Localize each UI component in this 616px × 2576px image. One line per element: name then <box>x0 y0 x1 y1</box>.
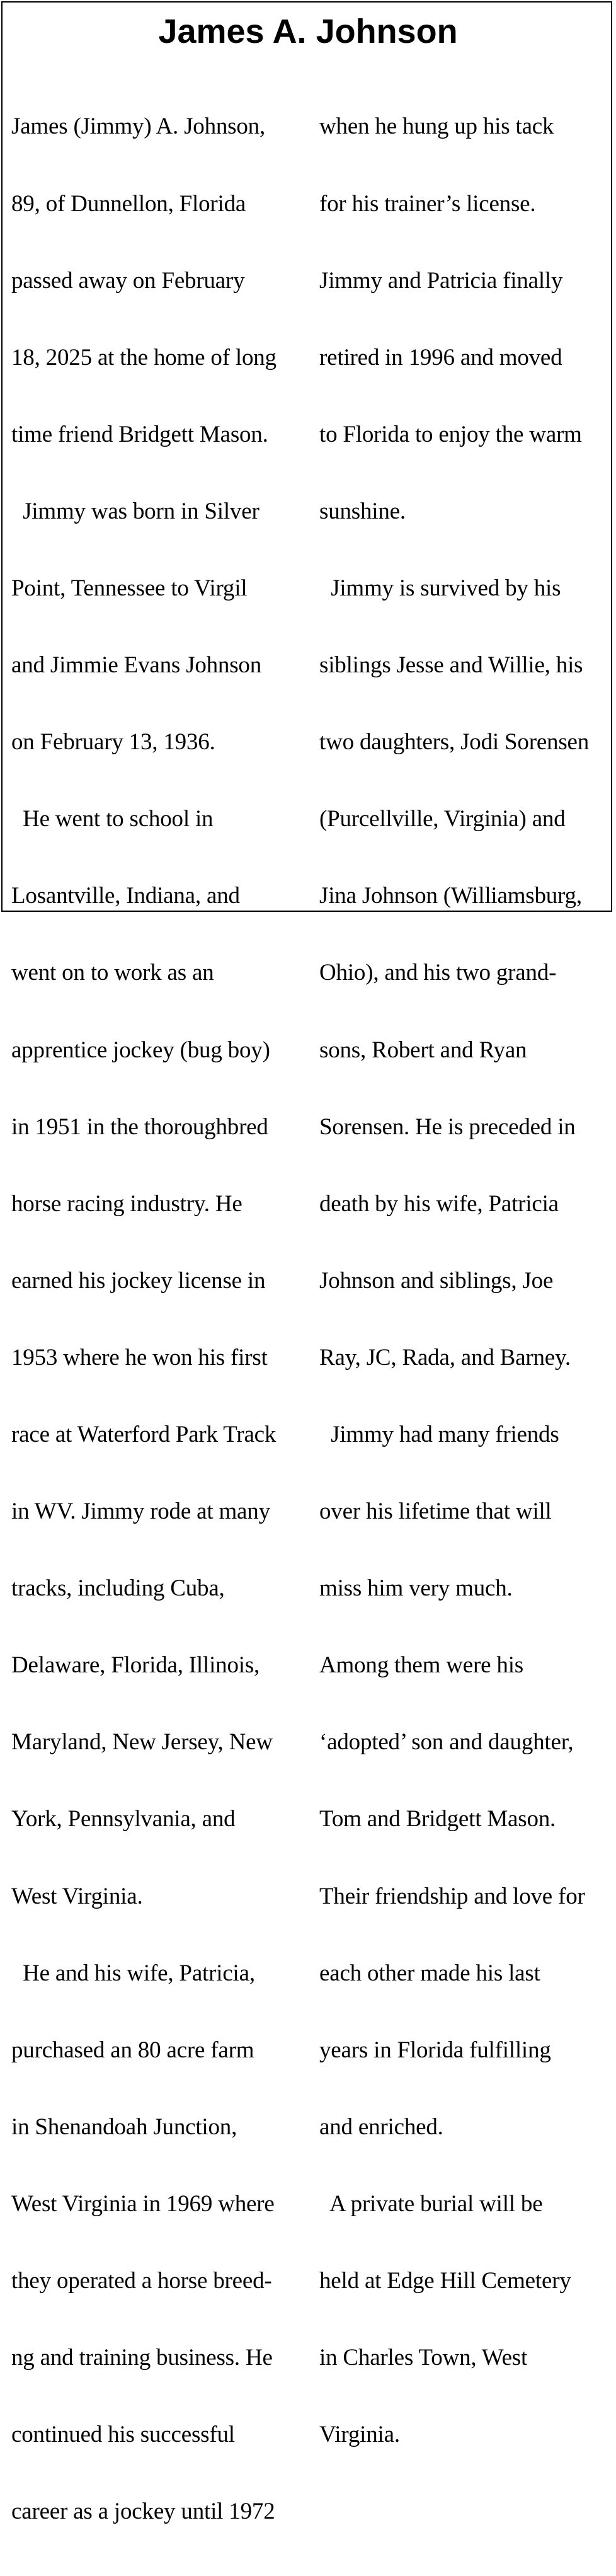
text-line: in 1951 in the thoroughbred <box>11 1113 268 1140</box>
text-line: Jimmy is survived by his <box>319 575 561 601</box>
text-line: death by his wife, Patricia <box>319 1190 559 1217</box>
text-line: siblings Jesse and Willie, his <box>319 652 583 679</box>
text-line: Jimmy had many friends <box>319 1422 559 1447</box>
text-line: years in Florida fulfilling <box>319 2037 551 2063</box>
text-line: purchased an 80 acre farm <box>11 2037 254 2063</box>
text-line: Johnson and siblings, Joe <box>319 1267 554 1294</box>
text-line: A private burial will be <box>319 2190 543 2217</box>
text-line: West Virginia. <box>11 1883 143 1909</box>
obituary-title: James A. Johnson <box>158 13 458 50</box>
text-line: West Virginia in 1969 where <box>11 2190 275 2217</box>
text-line: ng and training business. He <box>11 2345 273 2371</box>
text-line: when he hung up his tack <box>319 113 554 140</box>
text-line: 18, 2025 at the home of long <box>11 344 277 371</box>
text-line: He went to school in <box>11 806 214 832</box>
text-line: (Purcellville, Virginia) and <box>319 806 566 832</box>
text-line: Among them were his <box>319 1652 523 1679</box>
text-line: Delaware, Florida, Illinois, <box>11 1652 260 1679</box>
text-line: Sorensen. He is preceded in <box>319 1113 576 1140</box>
text-line: Jina Johnson (Williamsburg, <box>319 883 582 909</box>
text-line: two daughters, Jodi Sorensen <box>319 729 590 756</box>
text-line: sons, Robert and Ryan <box>319 1037 527 1063</box>
text-line: and Jimmie Evans Johnson <box>11 652 262 679</box>
text-line: to Florida to enjoy the warm <box>319 421 582 447</box>
text-line: apprentice jockey (bug boy) <box>11 1037 270 1063</box>
text-line: went on to work as an <box>11 960 214 986</box>
text-line: horse racing industry. He <box>11 1190 242 1217</box>
text-line: He and his wife, Patricia, <box>11 1960 255 1986</box>
text-line: Point, Tennessee to Virgil <box>11 575 248 601</box>
text-line: each other made his last <box>319 1960 540 1986</box>
text-line: they operated a horse breed- <box>11 2268 272 2294</box>
text-line: miss him very much. <box>319 1575 513 1602</box>
text-line: for his trainer’s license. <box>319 190 536 217</box>
text-line: 1953 where he won his first <box>11 1344 268 1371</box>
text-line: ‘adopted’ son and daughter, <box>319 1729 574 1756</box>
text-line: passed away on February <box>11 267 245 294</box>
text-line: career as a jockey until 1972 <box>11 2498 275 2525</box>
text-line: Tom and Bridgett Mason. <box>319 1806 556 1832</box>
text-line: in Charles Town, West <box>319 2345 528 2371</box>
text-line: 89, of Dunnellon, Florida <box>11 190 246 217</box>
text-line: Ray, JC, Rada, and Barney. <box>319 1344 571 1371</box>
text-line: retired in 1996 and moved <box>319 344 562 371</box>
text-line: in Shenandoah Junction, <box>11 2113 237 2140</box>
text-line: held at Edge Hill Cemetery <box>319 2268 571 2294</box>
text-line: James (Jimmy) A. Johnson, <box>11 113 266 140</box>
text-line: and enriched. <box>319 2113 443 2140</box>
text-line: Their friendship and love for <box>319 1883 585 1909</box>
text-line: Jimmy was born in Silver <box>11 498 260 524</box>
text-line: tracks, including Cuba, <box>11 1575 225 1602</box>
obituary-frame <box>1 1 612 2525</box>
text-line: in WV. Jimmy rode at many <box>11 1498 270 1525</box>
text-line: Jimmy and Patricia finally <box>319 267 563 294</box>
text-line: race at Waterford Park Track <box>11 1422 277 1447</box>
text-line: time friend Bridgett Mason. <box>11 421 268 447</box>
left-column <box>11 63 277 2576</box>
right-column <box>319 63 589 2499</box>
text-line: on February 13, 1936. <box>11 729 215 756</box>
text-line: Ohio), and his two grand- <box>319 960 557 986</box>
text-line: sunshine. <box>319 498 406 524</box>
text-line: continued his successful <box>11 2422 235 2448</box>
text-line: earned his jockey license in <box>11 1267 266 1294</box>
text-line: York, Pennsylvania, and <box>11 1806 236 1832</box>
text-line: Virginia. <box>319 2422 400 2448</box>
text-line: Losantville, Indiana, and <box>11 883 240 909</box>
text-line: over his lifetime that will <box>319 1498 552 1525</box>
text-line: Maryland, New Jersey, New <box>11 1729 273 1756</box>
